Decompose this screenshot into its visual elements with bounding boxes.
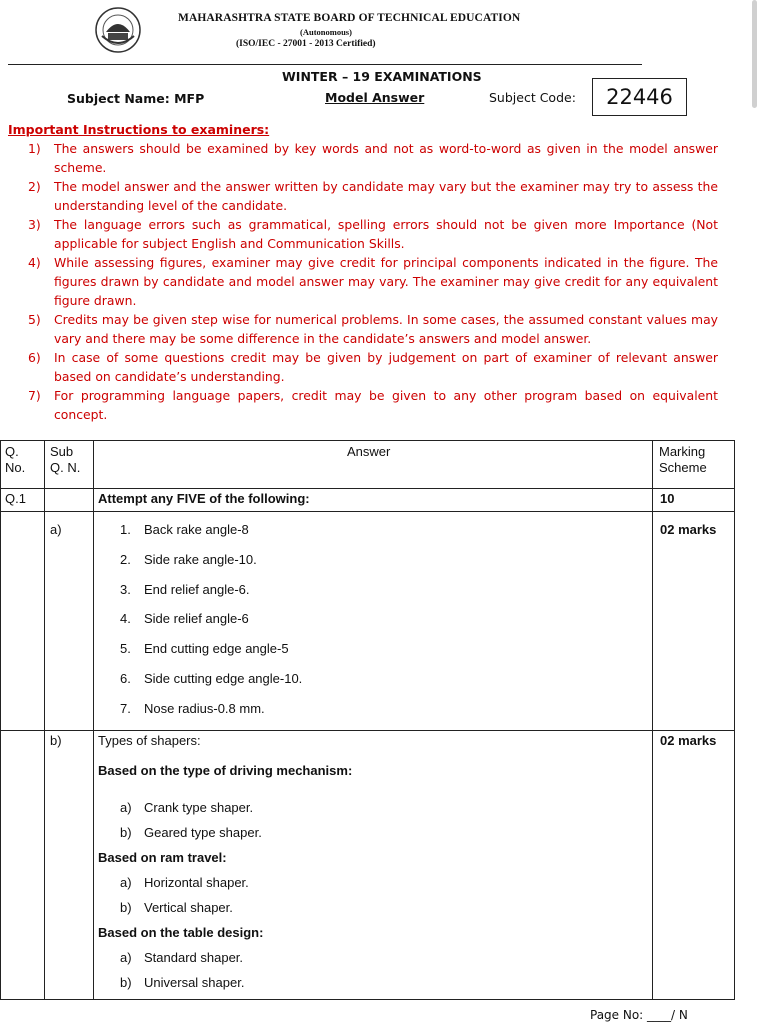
header-q-no	[5, 444, 25, 476]
list-item-text: Nose radius-0.8 mm.	[144, 701, 265, 716]
list-item-number: 6.	[120, 671, 131, 686]
table-column-divider	[44, 440, 45, 1000]
instructions-list	[28, 139, 718, 424]
page-number: Page No: ____/ N	[590, 1008, 688, 1022]
table-row-divider	[0, 511, 735, 512]
list-item-text: Universal shaper.	[144, 975, 245, 990]
list-item-number: b)	[120, 825, 132, 840]
list-item	[120, 875, 249, 890]
instruction-text: The language errors such as grammatical, spelling errors should not be given more Importance (Not applicable for subject English and Communication Skills.	[54, 217, 718, 251]
list-item-text: Horizontal shaper.	[144, 875, 249, 890]
list-item-number: 1.	[120, 522, 131, 537]
instruction-number: 2)	[28, 179, 41, 194]
header-answer: Answer	[347, 444, 391, 459]
instruction-item	[28, 215, 718, 253]
question-number: Q.1	[5, 491, 26, 506]
table-row-divider	[0, 488, 735, 489]
instruction-number: 1)	[28, 141, 41, 156]
header-sub-q-line2: Q. N.	[50, 460, 81, 475]
instruction-item	[28, 139, 718, 177]
instruction-text: The answers should be examined by key words and not as word-to-word as given in the model answer scheme.	[54, 141, 718, 175]
list-item-number: 2.	[120, 552, 131, 567]
instruction-text: Credits may be given step wise for numerical problems. In some cases, the assumed constant values may vary and there may be some difference in the candidate’s answers and model answer.	[54, 312, 718, 346]
list-item	[120, 641, 289, 656]
instruction-item	[28, 348, 718, 386]
marks-a: 02 marks	[660, 522, 717, 537]
table-column-divider	[93, 440, 94, 1000]
exam-title: WINTER – 19 EXAMINATIONS	[282, 69, 482, 84]
header-sub-q	[50, 444, 80, 476]
header-marking-line2: Scheme	[659, 460, 707, 475]
list-item-number: 3.	[120, 582, 131, 597]
list-item-number: a)	[120, 950, 132, 965]
question-title: Attempt any FIVE of the following:	[98, 491, 310, 506]
list-item-number: a)	[120, 875, 132, 890]
certification-label: (ISO/IEC - 27001 - 2013 Certified)	[236, 39, 376, 49]
list-item-text: Side cutting edge angle-10.	[144, 671, 303, 686]
driving-mechanism-heading: Based on the type of driving mechanism:	[98, 763, 353, 778]
list-item-number: 4.	[120, 611, 131, 626]
model-answer-label: Model Answer	[325, 90, 425, 105]
instruction-number: 3)	[28, 217, 41, 232]
header-divider	[8, 64, 642, 65]
list-item-text: Side relief angle-6	[144, 611, 249, 626]
instruction-text: In case of some questions credit may be given by judgement on part of examiner of relevant answer based on candidate’s understanding.	[54, 350, 718, 384]
list-item	[120, 950, 243, 965]
board-name: MAHARASHTRA STATE BOARD OF TECHNICAL EDUCATION	[178, 12, 521, 24]
list-item	[120, 671, 302, 686]
list-item-text: End cutting edge angle-5	[144, 641, 289, 656]
list-item	[120, 975, 244, 990]
scrollbar[interactable]	[752, 0, 757, 108]
instruction-number: 4)	[28, 255, 41, 270]
list-item	[120, 522, 249, 537]
msbte-logo	[94, 6, 142, 54]
list-item-text: Vertical shaper.	[144, 900, 233, 915]
list-item	[120, 825, 262, 840]
instruction-number: 6)	[28, 350, 41, 365]
sub-question-b: b)	[50, 733, 62, 748]
subject-code-box: 22446	[592, 78, 687, 116]
list-item	[120, 900, 233, 915]
list-item-text: End relief angle-6.	[144, 582, 250, 597]
list-item-number: a)	[120, 800, 132, 815]
subject-code-label: Subject Code:	[489, 90, 576, 105]
list-item-number: 7.	[120, 701, 131, 716]
question-marks: 10	[660, 491, 675, 506]
answer-table	[0, 440, 735, 1000]
instructions-heading: Important Instructions to examiners:	[8, 122, 270, 137]
instruction-text: The model answer and the answer written by candidate may vary but the examiner may try to assess the understanding level of the candidate.	[54, 179, 718, 213]
marks-b: 02 marks	[660, 733, 717, 748]
instruction-item	[28, 310, 718, 348]
table-column-divider	[652, 440, 653, 1000]
list-item-text: Geared type shaper.	[144, 825, 262, 840]
autonomous-label: (Autonomous)	[300, 27, 352, 37]
header-sub-q-line1: Sub	[50, 444, 74, 459]
instruction-item	[28, 386, 718, 424]
header-q-no-line2: No.	[5, 460, 26, 475]
header-marking-line1: Marking	[659, 444, 706, 459]
instruction-text: For programming language papers, credit may be given to any other program based on equivalent concept.	[54, 388, 718, 422]
instruction-number: 5)	[28, 312, 41, 327]
list-item-text: Crank type shaper.	[144, 800, 254, 815]
sub-question-a: a)	[50, 522, 62, 537]
list-item-text: Side rake angle-10.	[144, 552, 257, 567]
ram-travel-heading: Based on ram travel:	[98, 850, 227, 865]
list-item-number: 5.	[120, 641, 131, 656]
list-item	[120, 582, 250, 597]
subject-name: Subject Name: MFP	[67, 91, 205, 106]
list-item	[120, 611, 249, 626]
instruction-number: 7)	[28, 388, 41, 403]
instruction-text: While assessing figures, examiner may give credit for principal components indicated in the figure. The figures drawn by candidate and model answer may vary. The examiner may give credit for any equivalent figure drawn.	[54, 255, 718, 308]
header-marking-scheme	[659, 444, 707, 476]
types-of-shapers-intro: Types of shapers:	[98, 733, 201, 748]
table-design-heading: Based on the table design:	[98, 925, 264, 940]
list-item	[120, 552, 257, 567]
list-item	[120, 800, 253, 815]
list-item	[120, 701, 265, 716]
list-item-text: Standard shaper.	[144, 950, 244, 965]
table-row-divider	[0, 730, 735, 731]
header-q-no-line1: Q.	[5, 444, 19, 459]
list-item-number: b)	[120, 900, 132, 915]
instruction-item	[28, 177, 718, 215]
list-item-number: b)	[120, 975, 132, 990]
instruction-item	[28, 253, 718, 310]
list-item-text: Back rake angle-8	[144, 522, 249, 537]
